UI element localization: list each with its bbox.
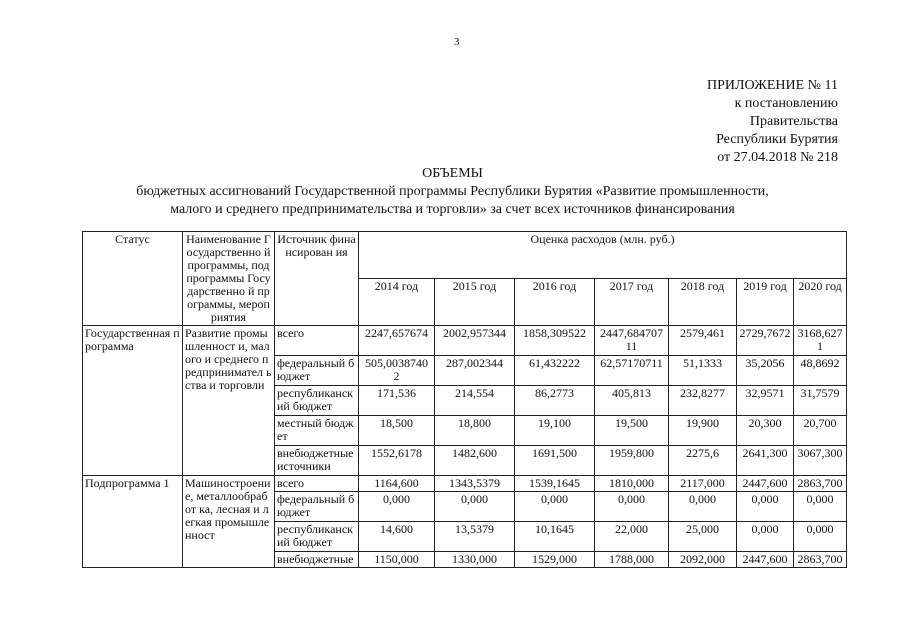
value-cell: 1552,6178 [359, 446, 435, 476]
value-cell: 2447,684707 11 [595, 326, 669, 356]
value-cell: 1858,309522 [515, 326, 595, 356]
value-cell: 2447,600 [737, 552, 794, 568]
value-cell: 1691,500 [515, 446, 595, 476]
row-source: внебюджетные источники [275, 446, 359, 476]
header-status: Статус [83, 232, 183, 326]
value-cell: 2729,7672 [737, 326, 794, 356]
value-cell: 25,000 [669, 522, 737, 552]
value-cell: 31,7579 [794, 386, 847, 416]
header-estimate: Оценка расходов (млн. руб.) [359, 232, 847, 279]
value-cell: 61,432222 [515, 356, 595, 386]
row-source: всего [275, 476, 359, 492]
row-source: республиканск ий бюджет [275, 386, 359, 416]
value-cell: 0,000 [435, 492, 515, 522]
heading-subtitle: малого и среднего предпринимательства и торговли» за счет всех источников финансирования [170, 202, 735, 217]
value-cell: 405,813 [595, 386, 669, 416]
value-cell: 13,5379 [435, 522, 515, 552]
value-cell: 505,0038740 2 [359, 356, 435, 386]
header-name: Наименование Государственно й программы, подпрограммы Государственно й программы, мероприятия [183, 232, 275, 326]
value-cell: 0,000 [515, 492, 595, 522]
subprogram1-section [83, 476, 847, 568]
value-cell: 1164,600 [359, 476, 435, 492]
header-year: 2017 год [595, 279, 669, 326]
value-cell: 14,600 [359, 522, 435, 552]
appendix-line: Правительства [749, 114, 838, 129]
program-section [83, 326, 847, 476]
table-row [83, 326, 847, 356]
header-year: 2014 год [359, 279, 435, 326]
value-cell: 1482,600 [435, 446, 515, 476]
value-cell: 1959,800 [595, 446, 669, 476]
row-source: федеральный бюджет [275, 356, 359, 386]
value-cell: 20,700 [794, 416, 847, 446]
value-cell: 1330,000 [435, 552, 515, 568]
appendix-line: Республики Бурятия [716, 132, 838, 147]
value-cell: 48,8692 [794, 356, 847, 386]
row-status: Подпрограмма 1 [83, 476, 183, 568]
value-cell: 20,300 [737, 416, 794, 446]
row-source: местный бюджет [275, 416, 359, 446]
value-cell: 0,000 [595, 492, 669, 522]
page-number: 3 [454, 36, 460, 48]
value-cell: 0,000 [794, 522, 847, 552]
value-cell: 19,500 [595, 416, 669, 446]
header-row [83, 232, 847, 279]
value-cell: 1788,000 [595, 552, 669, 568]
value-cell: 2275,6 [669, 446, 737, 476]
value-cell: 171,536 [359, 386, 435, 416]
value-cell: 2247,657674 [359, 326, 435, 356]
value-cell: 232,8277 [669, 386, 737, 416]
value-cell: 10,1645 [515, 522, 595, 552]
value-cell: 2641,300 [737, 446, 794, 476]
row-name: Машиностроени е, металлообработ ка, лесная и легкая промышленност [183, 476, 275, 568]
appendix-line: к постановлению [734, 96, 838, 111]
value-cell: 2863,700 [794, 552, 847, 568]
value-cell: 0,000 [737, 492, 794, 522]
row-source: федеральный бюджет [275, 492, 359, 522]
row-name: Развитие промышленност и, малого и среднего предпринимател ьства и торговли [183, 326, 275, 476]
heading-subtitle: бюджетных ассигнований Государственной программы Республики Бурятия «Развитие промышленности, [136, 184, 769, 199]
value-cell: 86,2773 [515, 386, 595, 416]
row-source: внебюджетные [275, 552, 359, 568]
appendix-title: ПРИЛОЖЕНИЕ № 11 [707, 78, 838, 93]
value-cell: 2863,700 [794, 476, 847, 492]
table-row [83, 476, 847, 492]
value-cell: 0,000 [359, 492, 435, 522]
header-year: 2018 год [669, 279, 737, 326]
value-cell: 214,554 [435, 386, 515, 416]
value-cell: 35,2056 [737, 356, 794, 386]
row-source: республиканск ий бюджет [275, 522, 359, 552]
value-cell: 62,57170711 [595, 356, 669, 386]
value-cell: 19,100 [515, 416, 595, 446]
document-heading [0, 165, 905, 219]
value-cell: 1343,5379 [435, 476, 515, 492]
heading-title: ОБЪЕМЫ [422, 166, 483, 181]
appendix-date: от 27.04.2018 № 218 [717, 150, 838, 165]
value-cell: 2002,957344 [435, 326, 515, 356]
value-cell: 2092,000 [669, 552, 737, 568]
header-year: 2020 год [794, 279, 847, 326]
value-cell: 18,800 [435, 416, 515, 446]
value-cell: 32,9571 [737, 386, 794, 416]
header-year: 2016 год [515, 279, 595, 326]
header-year: 2015 год [435, 279, 515, 326]
value-cell: 3067,300 [794, 446, 847, 476]
value-cell: 51,1333 [669, 356, 737, 386]
value-cell: 22,000 [595, 522, 669, 552]
value-cell: 19,900 [669, 416, 737, 446]
row-status: Государственная программа [83, 326, 183, 476]
value-cell: 1529,000 [515, 552, 595, 568]
header-year: 2019 год [737, 279, 794, 326]
value-cell: 2579,461 [669, 326, 737, 356]
value-cell: 2447,600 [737, 476, 794, 492]
value-cell: 2117,000 [669, 476, 737, 492]
value-cell: 1150,000 [359, 552, 435, 568]
value-cell: 3168,627 1 [794, 326, 847, 356]
row-source: всего [275, 326, 359, 356]
value-cell: 0,000 [669, 492, 737, 522]
value-cell: 287,002344 [435, 356, 515, 386]
budget-table [82, 231, 847, 568]
value-cell: 1810,000 [595, 476, 669, 492]
value-cell: 18,500 [359, 416, 435, 446]
appendix-block [707, 77, 838, 167]
value-cell: 0,000 [737, 522, 794, 552]
header-source: Источник финансирован ия [275, 232, 359, 326]
value-cell: 0,000 [794, 492, 847, 522]
value-cell: 1539,1645 [515, 476, 595, 492]
